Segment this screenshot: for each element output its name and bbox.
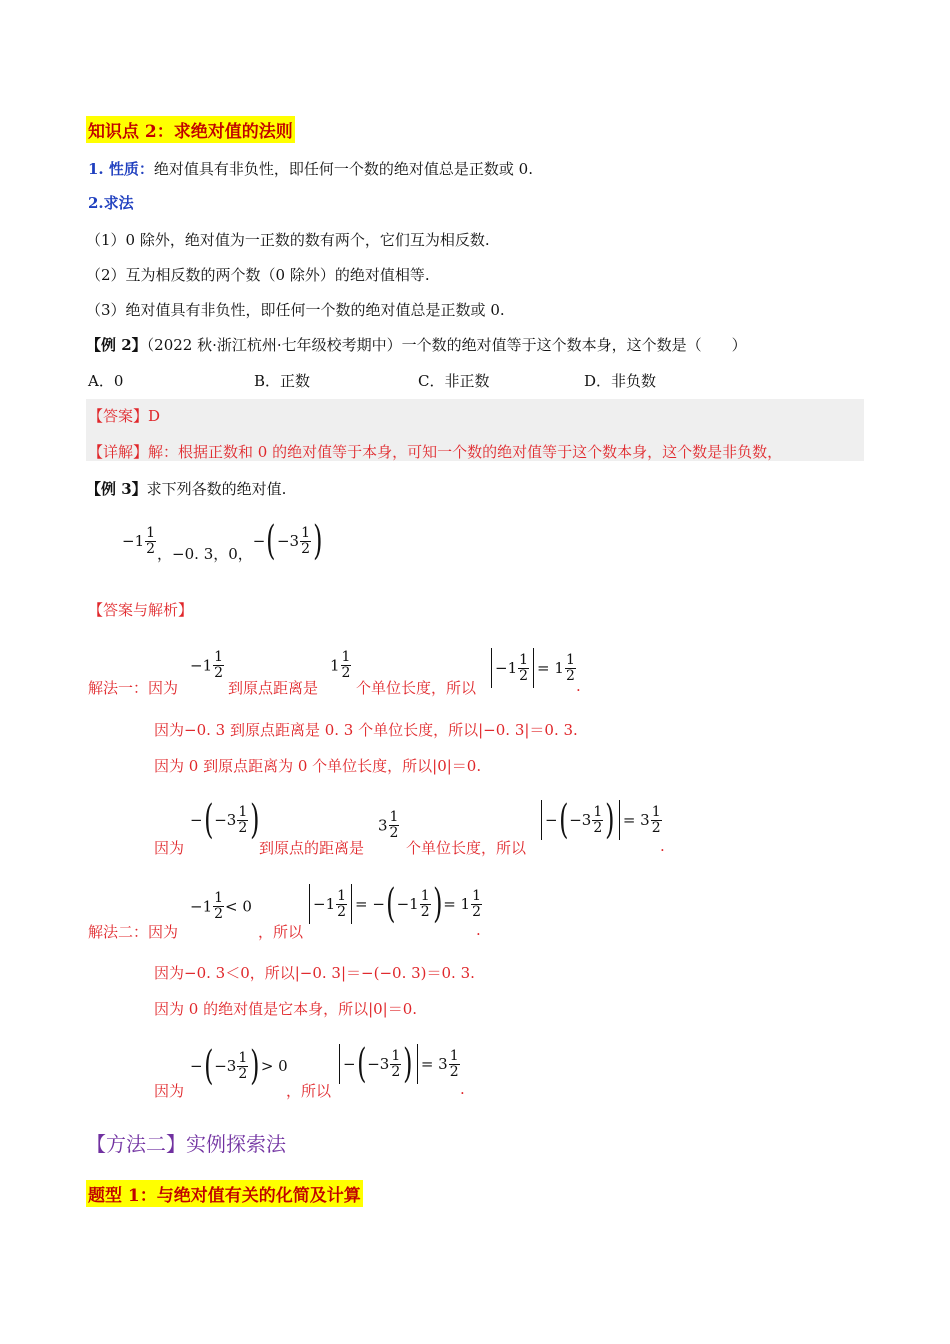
type-1-title: 题型 1：与绝对值有关的化简及计算 [86,1180,363,1207]
kp2-title: 知识点 2：求绝对值的法则 [86,116,295,143]
rule-1: （1）0 除外，绝对值为一正数的数有两个，它们互为相反数. [86,231,490,249]
m1-expr-e: 3 $\frac{1}{2}$ [378,809,399,841]
example-3-label: 【例 3】 [86,480,147,498]
option-a: A．0 [88,372,124,390]
m2-line-c: 因为 0 的绝对值是它本身，所以|0|＝0. [154,1000,418,1018]
m2-a-period: . [476,921,481,939]
example-3-numbers: −1 $\frac{1}{2}$ ，−0. 3，0，−(−3 $\frac{1}{2}$ ) [122,518,323,564]
m1-d-mid: 到原点的距离是 [259,839,365,857]
property-line [88,158,533,179]
m2-line-b: 因为−0. 3＜0，所以|−0. 3|＝−(−0. 3)＝0. 3. [154,964,475,982]
m1-a-mid: 到原点距离是 [228,679,319,697]
example-2-text: （2022 秋·浙江杭州·七年级校考期中）一个数的绝对值等于这个数本身，这个数是（ ） [146,336,747,354]
m1-expr-d: −(−3 $\frac{1}{2}$ ) [190,797,260,843]
example-2 [86,334,747,355]
option-b: B．正数 [254,372,311,390]
property-text: 绝对值具有非负性，即任何一个数的绝对值总是正数或 0. [153,160,533,178]
m1-line-b: 因为−0. 3 到原点距离是 0. 3 个单位长度，所以|−0. 3|＝0. 3. [154,721,578,739]
m1-d-period: . [660,837,665,855]
answer-label: 【答案】 [88,407,149,425]
m2-expr-b: −1 $\frac{1}{2}$ = −(−1 $\frac{1}{2}$ )= 1 $\frac{1}{2}$ [306,884,483,924]
m2-expr-d: −(−3 $\frac{1}{2}$ ) = 3 $\frac{1}{2}$ [336,1044,461,1084]
m2-d-tail: ，所以 [286,1082,332,1100]
detail-label: 【详解】 [88,443,149,461]
method-label: 2.求法 [88,194,134,212]
answer-value: D [148,407,161,425]
m1-d-lead: 因为 [154,839,185,857]
m2-expr-c: −(−3 $\frac{1}{2}$ )> 0 [190,1043,288,1089]
property-label: 1. 性质： [88,160,154,178]
example-3 [86,478,286,499]
m2-expr-a: −1 $\frac{1}{2}$ < 0 [190,890,252,922]
m2-d-period: . [460,1080,465,1098]
rule-3: （3）绝对值具有非负性，即任何一个数的绝对值总是正数或 0. [86,301,505,319]
m1-lead: 解法一：因为 [88,679,179,697]
example-2-answer [88,405,160,426]
option-d: D．非负数 [584,372,657,390]
m1-expr-a: −1 $\frac{1}{2}$ [190,649,224,681]
number-separator: ，−0. 3，0， [157,544,253,563]
m1-d-tail: 个单位长度，所以 [406,839,527,857]
m1-expr-c: −1 $\frac{1}{2}$ = 1 $\frac{1}{2}$ [488,648,577,688]
m1-a-period: . [576,677,581,695]
m1-expr-f: −(−3 $\frac{1}{2}$ ) = 3 $\frac{1}{2}$ [538,800,663,840]
example-3-text: 求下列各数的绝对值. [146,480,287,498]
m2-lead: 解法二：因为 [88,923,179,941]
m1-a-tail: 个单位长度，所以 [356,679,477,697]
rule-2: （2）互为相反数的两个数（0 除外）的绝对值相等. [86,266,430,284]
m1-expr-b: 1 $\frac{1}{2}$ [330,649,351,681]
example-2-label: 【例 2】 [86,336,147,354]
m2-a-tail: ，所以 [258,923,304,941]
option-c: C．非正数 [418,372,490,390]
method-2-title: 【方法二】实例探索法 [86,1132,286,1156]
m1-line-c: 因为 0 到原点距离为 0 个单位长度，所以|0|＝0. [154,757,482,775]
detail-text: 解：根据正数和 0 的绝对值等于本身，可知一个数的绝对值等于这个数本身，这个数是非负数， [148,443,783,461]
m2-d-lead: 因为 [154,1082,185,1100]
answer-analysis-label: 【答案与解析】 [88,601,194,619]
example-2-detail [88,441,782,462]
